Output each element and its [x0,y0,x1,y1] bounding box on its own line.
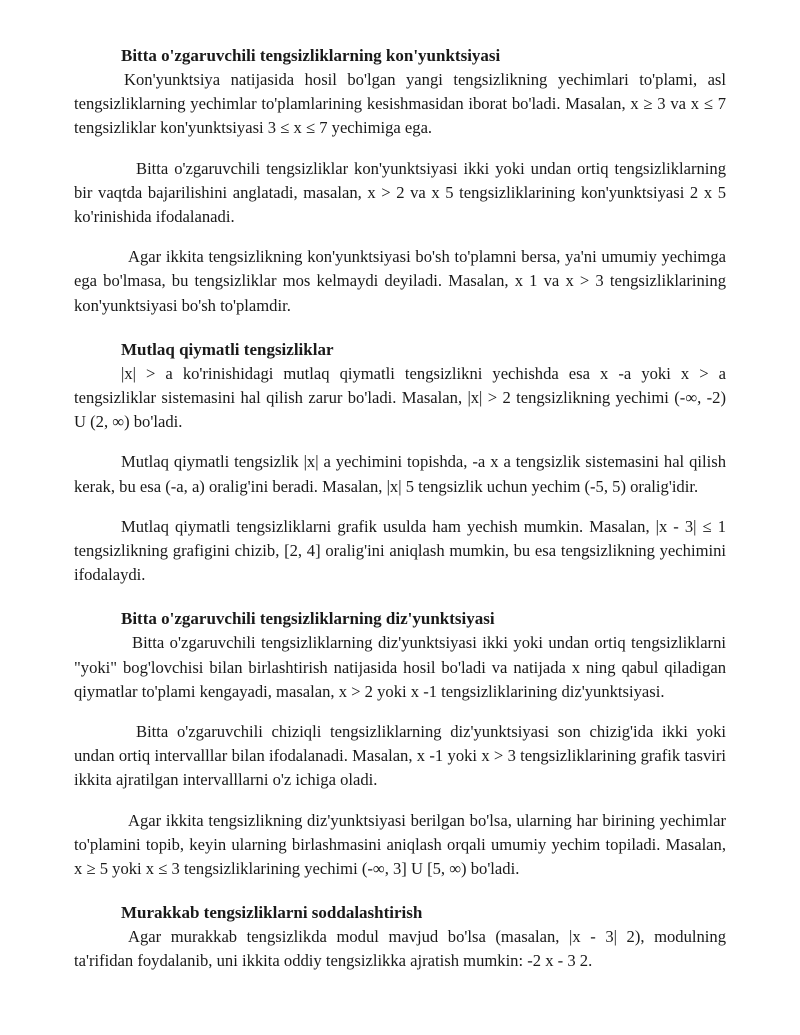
paragraph: Bitta o'zgaruvchili chiziqli tengsizliklarning diz'yunktsiyasi son chizig'ida ikki yoki undan ortiq intervalllar bilan ifodalanadi. Masalan, x -1 yoki x > 3 tengsizliklarining grafik tasviri ikkita ajratilgan intervalllarni o'z ichiga oladi. [74,722,726,790]
section-heading-disjunction: Bitta o'zgaruvchili tengsizliklarning diz'yunktsiyasi [121,609,495,629]
paragraph: Mutlaq qiymatli tengsizlik |x| a yechimini topishda, -a x a tengsizlik sistemasini hal qilish kerak, bu esa (-a, a) oralig'ini beradi. Masalan, |x| 5 tengsizlik uchun yechim (-5, 5) oralig'idir. [74,452,726,496]
paragraph: Agar murakkab tengsizlikda modul mavjud bo'lsa (masalan, |x - 3| 2), modulning ta'rifidan foydalanib, uni ikkita oddiy tengsizlikka ajratish mumkin: -2 x - 3 2. [74,927,726,971]
paragraph: Bitta o'zgaruvchili tengsizliklarning diz'yunktsiyasi ikki yoki undan ortiq tengsizliklarni "yoki" bog'lovchisi bilan birlashtirish natijasida hosil bo'ladi va natijada x ning qabul qiladigan qiymatlar to'plami kengayadi, masalan, x > 2 yoki x -1 tengsizliklarining diz'yunktsiyasi. [74,633,726,701]
paragraph: |x| > a ko'rinishidagi mutlaq qiymatli tengsizlikni yechishda esa x -a yoki x > a tengsizliklar sistemasini hal qilish zarur bo'ladi. Masalan, |x| > 2 tengsizlikning yechimi (-∞, -2) U (2, ∞) bo'ladi. [74,363,726,432]
paragraph: Bitta o'zgaruvchili tengsizliklar kon'yunktsiyasi ikki yoki undan ortiq tengsizliklarning bir vaqtda bajarilishini anglatadi, masalan, x > 2 va x 5 tengsizliklarining kon'yunktsiyasi 2 x 5 ko'rinishida ifodalanadi. [74,158,726,227]
document-page [74,44,726,974]
section-heading-simplification: Murakkab tengsizliklarni soddalashtirish [121,903,423,923]
paragraph: Mutlaq qiymatli tengsizliklarni grafik usulda ham yechish mumkin. Masalan, |x - 3| ≤ 1 tengsizlikning grafigini chizib, [2, 4] oralig'ini aniqlash mumkin, bu esa tengsizlikning yechimini ifodalaydi. [74,516,726,585]
paragraph: Agar ikkita tengsizlikning diz'yunktsiyasi berilgan bo'lsa, ularning har birining yechimlar to'plamini topib, keyin ularning birlashmasini aniqlash orqali umumiy yechim topiladi. Masalan, x ≥ 5 yoki x ≤ 3 tengsizliklarining yechimi (-∞, 3] U [5, ∞) bo'ladi. [74,810,726,879]
section-heading-absolute-value: Mutlaq qiymatli tengsizliklar [121,339,334,359]
paragraph: Agar ikkita tengsizlikning kon'yunktsiyasi bo'sh to'plamni bersa, ya'ni umumiy yechimga ega bo'lmasa, bu tengsizliklar mos kelmaydi deyiladi. Masalan, x 1 va x > 3 tengsizliklarining kon'yunktsiyasi bo'sh to'plamdir. [74,247,726,315]
paragraph: Kon'yunktsiya natijasida hosil bo'lgan yangi tengsizlikning yechimlari to'plami, asl tengsizliklarning yechimlar to'plamlarining kesishmasidan iborat bo'ladi. Masalan, x ≥ 3 va x ≤ 7 tengsizliklar kon'yunktsiyasi 3 ≤ x ≤ 7 yechimiga ega. [74,70,726,138]
section-heading-conjunction: Bitta o'zgaruvchili tengsizliklarning kon'yunktsiyasi [121,46,501,65]
